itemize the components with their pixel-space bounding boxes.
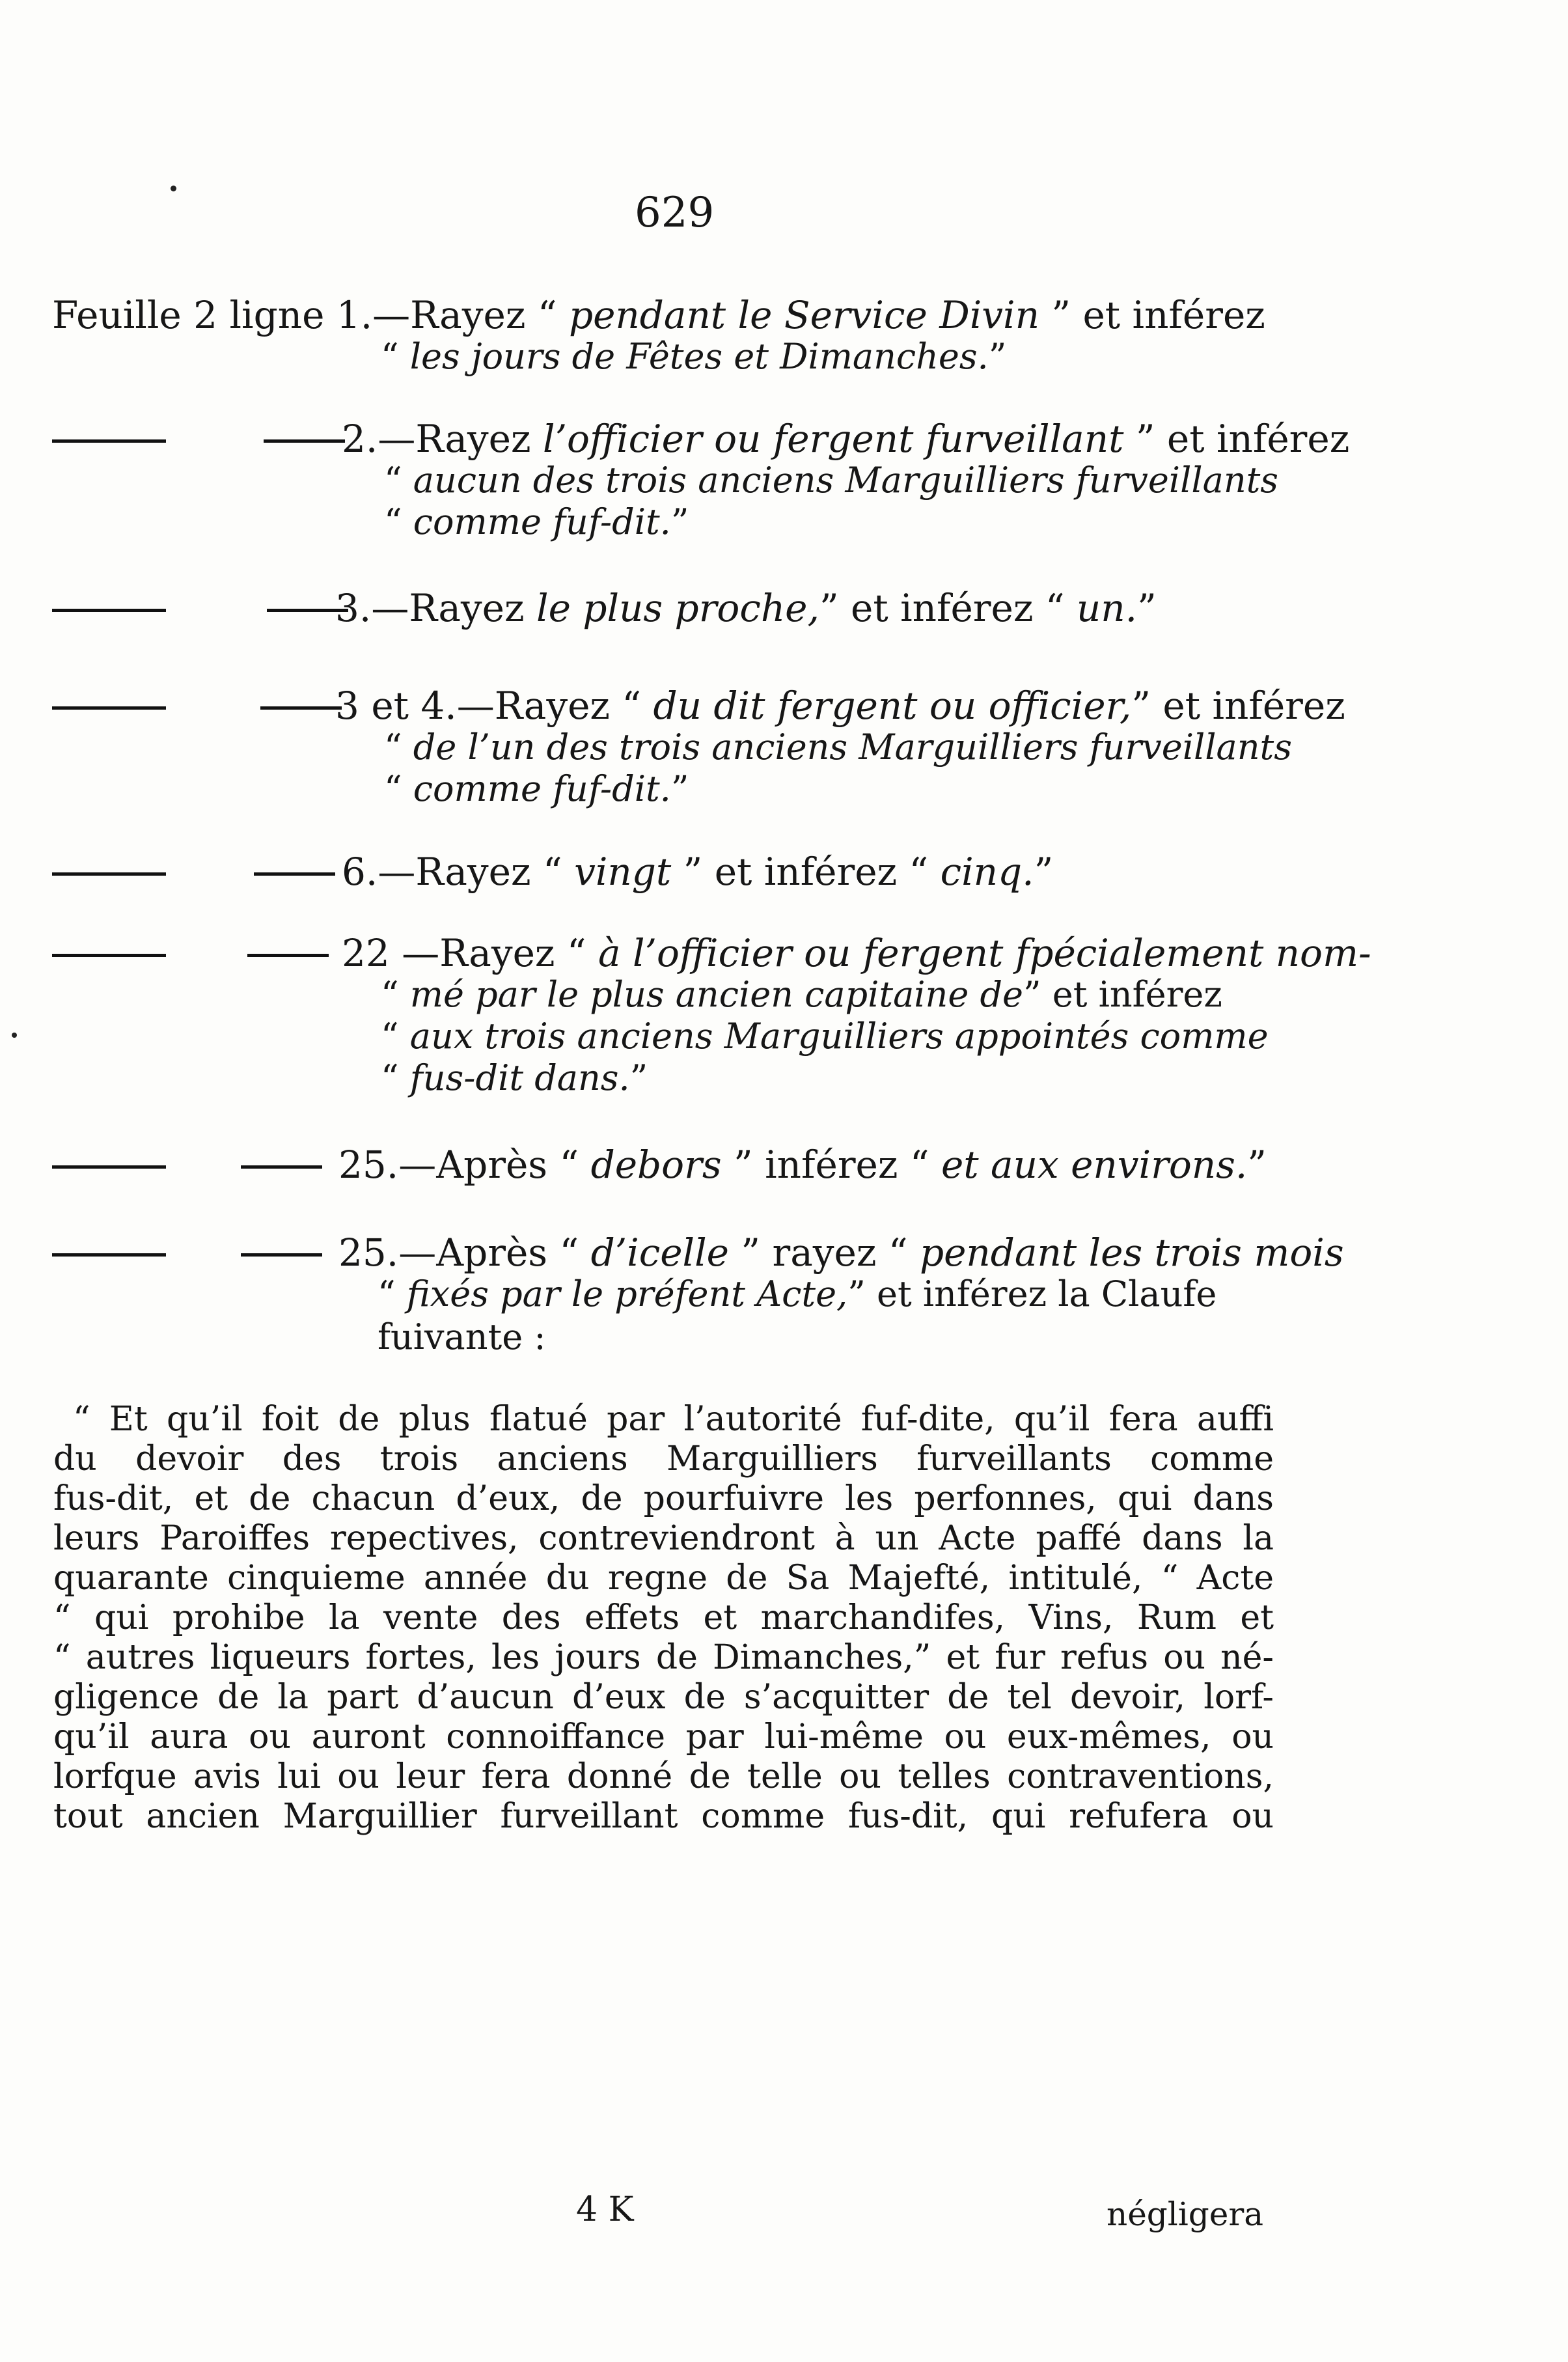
amendment-entry-6: [52, 931, 1371, 1113]
ditto-rule: [52, 1253, 166, 1257]
signature-mark: 4 K: [576, 2190, 634, 2229]
paragraph-line: “ autres liqueurs fortes, les jours de Dimanches,” et fur refus ou né-: [53, 1638, 1274, 1677]
page-number: 629: [635, 189, 715, 237]
entry-line: “ aux trois anciens Marguilliers appointés comme: [381, 1016, 1269, 1057]
ditto-rule: [52, 706, 166, 710]
entry-line: “ fixés par le préfent Acte,” et inférez la Claufe: [378, 1273, 1217, 1314]
catchword: négligera: [1107, 2195, 1264, 2233]
ink-speck: [171, 186, 176, 191]
paragraph-line: qu’il aura ou auront connoiffance par lui-même ou eux-mêmes, ou: [53, 1717, 1274, 1757]
ditto-rule: [247, 954, 329, 957]
paragraph-line: “ qui prohibe la vente des effets et marchandifes, Vins, Rum et: [53, 1598, 1274, 1637]
ditto-rule: [264, 439, 345, 443]
entry-line: 22 —Rayez “ à l’officier ou fergent fpécialement nom-: [342, 931, 1371, 975]
paragraph-line: du devoir des trois anciens Marguilliers furveillants comme: [53, 1439, 1274, 1479]
ditto-rule: [254, 872, 335, 876]
entry-line: 2.—Rayez l’officier ou fergent furveillant ” et inférez: [342, 417, 1350, 461]
entry-line: “ comme fuf-dit.”: [384, 501, 689, 542]
entry-line: “ comme fuf-dit.”: [384, 768, 689, 809]
entry-line: Feuille 2 ligne 1.—Rayez “ pendant le Service Divin ” et inférez: [52, 293, 1265, 337]
entry-line: 25.—Après “ debors ” inférez “ et aux environs.”: [338, 1143, 1267, 1187]
entry-line: 3.—Rayez le plus proche,” et inférez “ un.”: [335, 586, 1157, 630]
ditto-rule: [241, 1165, 322, 1169]
ditto-rule: [52, 609, 166, 612]
ditto-rule: [52, 439, 166, 443]
amendment-entry-2: [52, 417, 1350, 553]
paragraph-line: gligence de la part d’aucun d’eux de s’acquitter de tel devoir, lorf-: [53, 1678, 1274, 1717]
paragraph-line: lorfque avis lui ou leur fera donné de telle ou telles contraventions,: [53, 1757, 1274, 1796]
entry-line: “ aucun des trois anciens Marguilliers furveillants: [384, 460, 1279, 501]
entry-line: 25.—Après “ d’icelle ” rayez “ pendant les trois mois: [338, 1230, 1344, 1275]
amendment-entry-1: [52, 293, 1289, 430]
clause-paragraph: [53, 1400, 1274, 1837]
ditto-rule: [260, 706, 342, 710]
paragraph-line: leurs Paroiffes repectives, contreviendront à un Acte paffé dans la: [53, 1519, 1274, 1558]
paragraph-line: “ Et qu’il foit de plus flatué par l’autorité fuf-dite, qu’il fera auffi: [73, 1400, 1274, 1439]
ditto-rule: [241, 1253, 322, 1257]
paragraph-line: tout ancien Marguillier furveillant comme fus-dit, qui refufera ou: [53, 1797, 1274, 1836]
entry-line: “ mé par le plus ancien capitaine de” et inférez: [381, 974, 1222, 1015]
ditto-rule: [52, 954, 166, 957]
entry-line: “ fus-dit dans.”: [381, 1057, 648, 1098]
entry-line: 6.—Rayez “ vingt ” et inférez “ cinq.”: [342, 850, 1054, 894]
amendment-entry-8: [52, 1230, 1344, 1380]
ink-speck: [12, 1033, 17, 1038]
entry-line: “ de l’un des trois anciens Marguilliers furveillants: [384, 727, 1292, 768]
ditto-rule: [52, 872, 166, 876]
entry-line: “ les jours de Fêtes et Dimanches.”: [381, 336, 1007, 377]
paragraph-line: fus-dit, et de chacun d’eux, de pourfuivre les perfonnes, qui dans: [53, 1479, 1274, 1518]
amendment-entry-4: [52, 684, 1345, 820]
ditto-rule: [52, 1165, 166, 1169]
paragraph-line: quarante cinquieme année du regne de Sa Majefté, intitulé, “ Acte: [53, 1559, 1274, 1598]
entry-line: fuivante :: [378, 1316, 546, 1357]
entry-line: 3 et 4.—Rayez “ du dit fergent ou officier,” et inférez: [335, 684, 1345, 728]
